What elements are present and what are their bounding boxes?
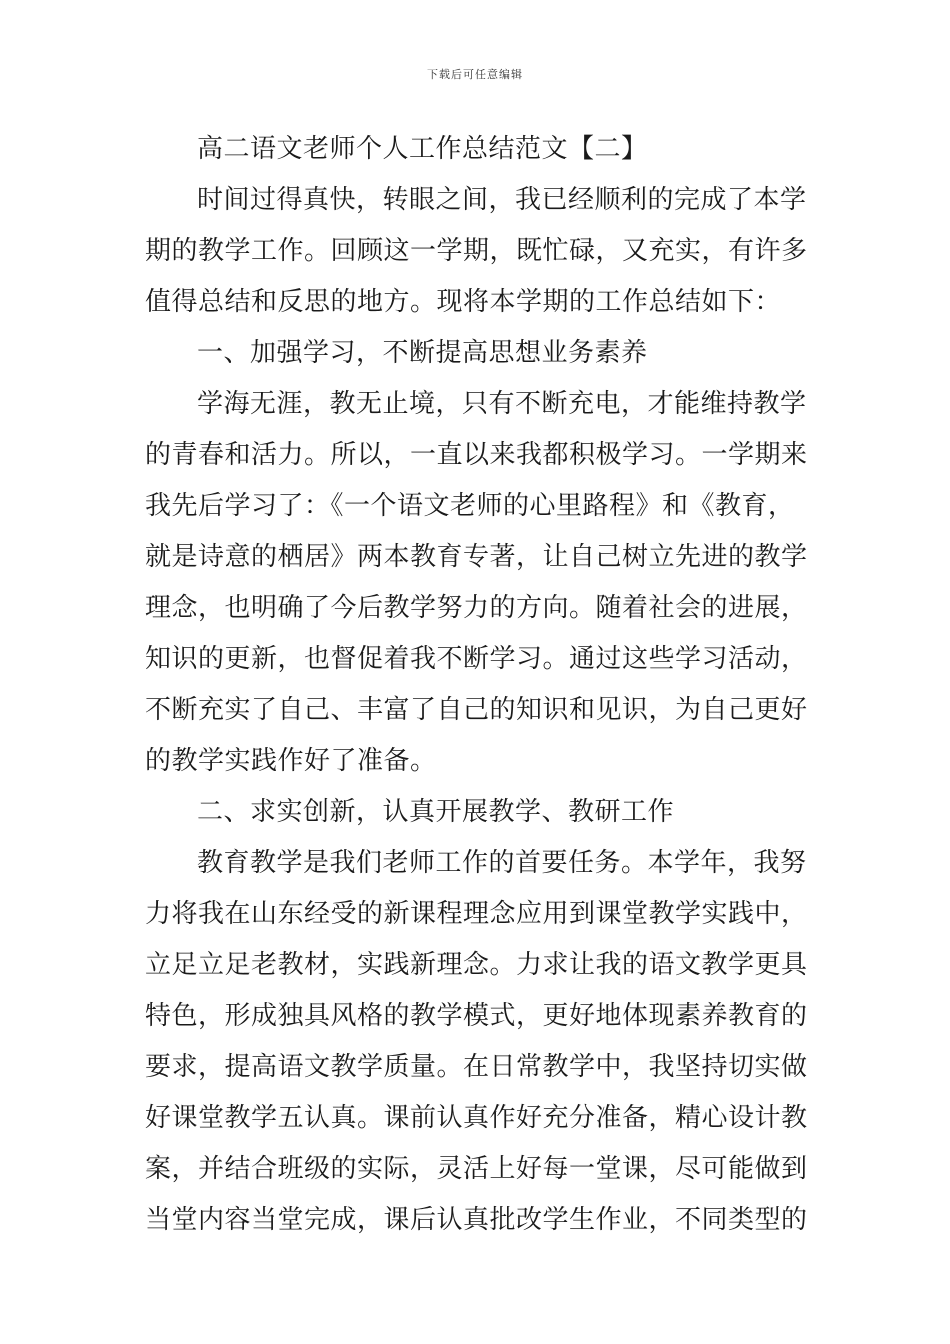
paragraph-line: 的青春和活力。所以，一直以来我都积极学习。一学期来	[145, 440, 808, 470]
paragraph-line: 特色，形成独具风格的教学模式，更好地体现素养教育的	[145, 1001, 808, 1031]
section-heading: 一、加强学习，不断提高思想业务素养	[197, 338, 648, 368]
paragraph-line: 的教学实践作好了准备。	[145, 746, 437, 776]
section-heading-2	[145, 787, 810, 838]
paragraph-line: 当堂内容当堂完成，课后认真批改学生作业，不同类型的	[145, 1205, 808, 1235]
paragraph-line: 要求，提高语文教学质量。在日常教学中，我坚持切实做	[145, 1052, 808, 1082]
paragraph-teaching	[145, 838, 810, 1246]
paragraph-line: 不断充实了自己、丰富了自己的知识和见识，为自己更好	[145, 695, 808, 725]
paragraph-line: 好课堂教学五认真。课前认真作好充分准备，精心设计教	[145, 1103, 808, 1133]
paragraph-intro	[145, 175, 810, 328]
paragraph-line: 理念，也明确了今后教学努力的方向。随着社会的进展，	[145, 593, 808, 623]
paragraph-line: 我先后学习了：《一个语文老师的心里路程》和《教育，	[145, 491, 795, 521]
paragraph-line: 时间过得真快，转眼之间，我已经顺利的完成了本学	[197, 185, 807, 215]
section-heading-1	[145, 328, 810, 379]
paragraph-line: 就是诗意的栖居》两本教育专著，让自己树立先进的教学	[145, 542, 808, 572]
paragraph-line: 期的教学工作。回顾这一学期，既忙碌，又充实，有许多	[145, 236, 808, 266]
paragraph-line: 知识的更新，也督促着我不断学习。通过这些学习活动，	[145, 644, 808, 674]
document-title: 高二语文老师个人工作总结范文【二】	[197, 134, 648, 164]
paragraph-line: 教育教学是我们老师工作的首要任务。本学年，我努	[197, 848, 807, 878]
header-note: 下载后可任意编辑	[427, 68, 523, 81]
section-heading: 二、求实创新，认真开展教学、教研工作	[197, 797, 675, 827]
paragraph-line: 力将我在山东经受的新课程理念应用到课堂教学实践中，	[145, 899, 808, 929]
paragraph-study	[145, 379, 810, 787]
paragraph-line: 立足立足老教材，实践新理念。力求让我的语文教学更具	[145, 950, 808, 980]
paragraph-line: 案，并结合班级的实际，灵活上好每一堂课，尽可能做到	[145, 1154, 808, 1184]
paragraph-line: 值得总结和反思的地方。现将本学期的工作总结如下：	[145, 287, 782, 317]
document-body	[145, 124, 810, 1246]
paragraph-line: 学海无涯，教无止境，只有不断充电，才能维持教学	[197, 389, 807, 419]
